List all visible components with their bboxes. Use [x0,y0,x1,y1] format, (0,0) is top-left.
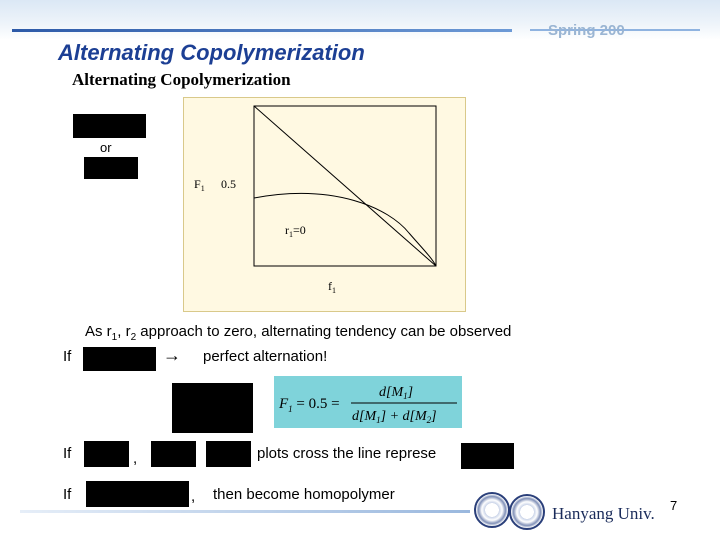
footer-rule [20,510,470,513]
if-label-2: If [63,445,72,462]
term-label: Spring 200 [548,22,625,39]
if-label-1: If [63,348,72,365]
university-emblem-icon [509,494,545,530]
redacted-block [206,441,251,467]
equation-box [274,376,462,428]
homopolymer-text: then become homopolymer [213,486,395,503]
cross-line-text: plots cross the line represe [257,445,437,462]
if-label-3: If [63,486,72,503]
alternating-curve [254,193,436,266]
redacted-block [83,347,156,371]
eq-lhs: $F_1 = 0.5$ = [279,396,340,414]
right-arrow-icon: → [163,345,181,365]
comma-1: , [133,450,138,467]
composition-plot [183,97,466,312]
university-seal-icon [474,492,510,528]
plot-ylabel: $F_1$ [194,177,205,193]
slide-title: Alternating Copolymerization [58,40,365,65]
equation-svg [274,376,462,428]
eq-denominator: $d[M_1] + d[M_2]$ [352,409,437,425]
page-number: 7 [670,498,678,513]
perfect-alternation-text: perfect alternation! [203,348,328,365]
plot-ytick: 0.5 [221,177,236,191]
redacted-block [172,383,253,433]
header-rule [12,29,512,32]
plot-r-annotation: $r_1=0$ [285,223,306,239]
composition-plot-svg [184,98,467,313]
or-label: or [100,140,112,155]
eq-numerator: $d[M_1]$ [379,385,414,401]
university-name: Hanyang Univ. [552,504,655,523]
redacted-block [461,443,514,469]
slide-subtitle: Alternating Copolymerization [72,70,291,89]
redacted-block [73,114,146,138]
redacted-block [151,441,196,467]
redacted-block [86,481,189,507]
comma-2: , [191,488,196,505]
redacted-block [84,157,138,179]
redacted-block [84,441,129,467]
statement-line: As $r_1$, $r_2$ approach to zero, alternating tendency can be observed [85,323,512,343]
plot-xlabel: $f_1$ [328,279,336,295]
diagonal-line [254,106,436,266]
